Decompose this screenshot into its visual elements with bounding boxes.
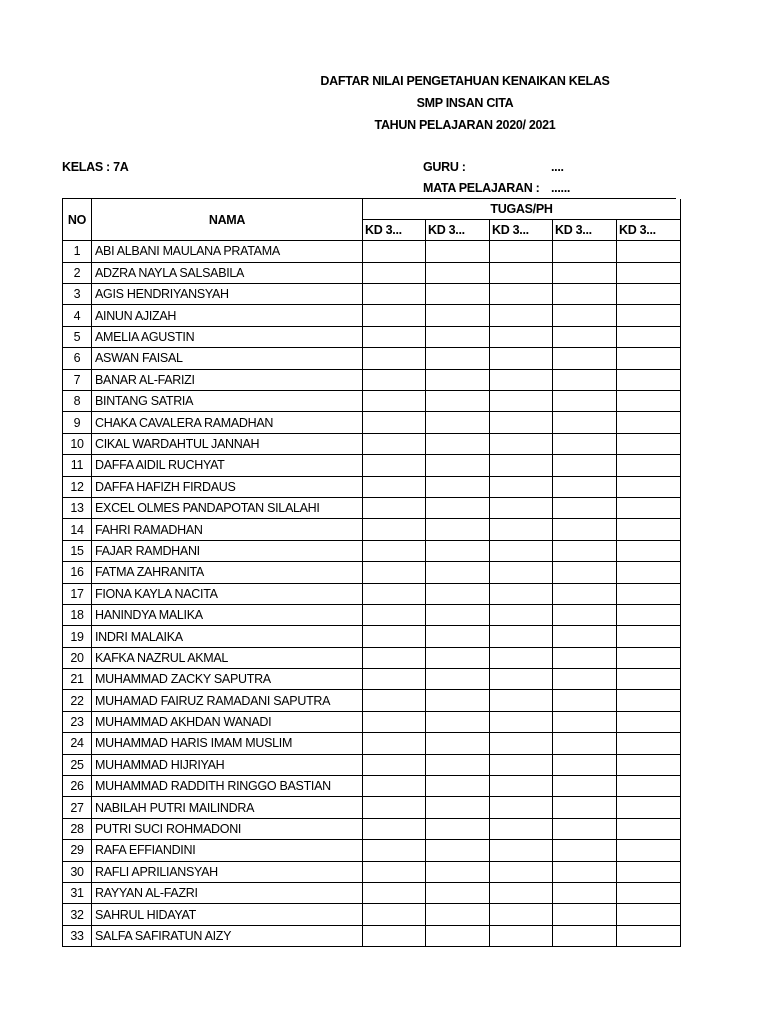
mata-pelajaran-value: ...... bbox=[551, 181, 571, 195]
student-name: HANINDYA MALIKA bbox=[92, 604, 363, 625]
grade-cell-kd-3[interactable] bbox=[490, 497, 553, 518]
table-row bbox=[63, 497, 681, 518]
grade-cell-kd-1[interactable] bbox=[363, 861, 426, 882]
row-number: 24 bbox=[63, 733, 92, 754]
student-name: DAFFA AIDIL RUCHYAT bbox=[92, 455, 363, 476]
grade-cell-kd-1[interactable] bbox=[363, 754, 426, 775]
grade-cell-kd-4[interactable] bbox=[553, 626, 617, 647]
student-name: MUHAMAD FAIRUZ RAMADANI SAPUTRA bbox=[92, 690, 363, 711]
grade-cell-kd-3[interactable] bbox=[490, 562, 553, 583]
grade-cell-kd-1[interactable] bbox=[363, 904, 426, 925]
grade-cell-kd-2[interactable] bbox=[426, 626, 490, 647]
grade-cell-kd-1[interactable] bbox=[363, 925, 426, 946]
grade-cell-kd-2[interactable] bbox=[426, 733, 490, 754]
grade-cell-kd-2[interactable] bbox=[426, 348, 490, 369]
grade-cell-kd-3[interactable] bbox=[490, 305, 553, 326]
grade-cell-kd-4[interactable] bbox=[553, 540, 617, 561]
student-name: SALFA SAFIRATUN AIZY bbox=[92, 925, 363, 946]
table-row bbox=[63, 284, 681, 305]
grade-cell-kd-1[interactable] bbox=[363, 241, 426, 262]
grade-cell-kd-3[interactable] bbox=[490, 711, 553, 732]
table-row bbox=[63, 369, 681, 390]
grade-cell-kd-2[interactable] bbox=[426, 241, 490, 262]
row-number: 28 bbox=[63, 818, 92, 839]
row-number: 21 bbox=[63, 669, 92, 690]
grade-cell-kd-1[interactable] bbox=[363, 433, 426, 454]
header-kd-5: KD 3... bbox=[617, 219, 681, 240]
grade-cell-kd-5[interactable] bbox=[617, 754, 681, 775]
table-row bbox=[63, 797, 681, 818]
row-number: 9 bbox=[63, 412, 92, 433]
grade-cell-kd-1[interactable] bbox=[363, 883, 426, 904]
grade-cell-kd-1[interactable] bbox=[363, 412, 426, 433]
grade-cell-kd-5[interactable] bbox=[617, 604, 681, 625]
grade-cell-kd-5[interactable] bbox=[617, 669, 681, 690]
grade-cell-kd-4[interactable] bbox=[553, 497, 617, 518]
grade-cell-kd-4[interactable] bbox=[553, 797, 617, 818]
student-name: ASWAN FAISAL bbox=[92, 348, 363, 369]
grade-cell-kd-2[interactable] bbox=[426, 754, 490, 775]
grade-cell-kd-5[interactable] bbox=[617, 305, 681, 326]
grade-cell-kd-5[interactable] bbox=[617, 412, 681, 433]
grade-cell-kd-3[interactable] bbox=[490, 433, 553, 454]
grade-cell-kd-2[interactable] bbox=[426, 711, 490, 732]
table-row bbox=[63, 326, 681, 347]
table-row bbox=[63, 262, 681, 283]
grade-cell-kd-3[interactable] bbox=[490, 583, 553, 604]
grade-cell-kd-2[interactable] bbox=[426, 604, 490, 625]
grade-cell-kd-3[interactable] bbox=[490, 455, 553, 476]
grade-cell-kd-3[interactable] bbox=[490, 540, 553, 561]
grade-cell-kd-4[interactable] bbox=[553, 925, 617, 946]
table-row bbox=[63, 904, 681, 925]
row-number: 8 bbox=[63, 391, 92, 412]
row-number: 10 bbox=[63, 433, 92, 454]
grade-cell-kd-1[interactable] bbox=[363, 540, 426, 561]
grade-cell-kd-4[interactable] bbox=[553, 583, 617, 604]
row-number: 14 bbox=[63, 519, 92, 540]
student-name: RAFA EFFIANDINI bbox=[92, 840, 363, 861]
grade-cell-kd-4[interactable] bbox=[553, 326, 617, 347]
grade-cell-kd-5[interactable] bbox=[617, 647, 681, 668]
row-number: 4 bbox=[63, 305, 92, 326]
grade-cell-kd-2[interactable] bbox=[426, 925, 490, 946]
row-number: 22 bbox=[63, 690, 92, 711]
row-number: 25 bbox=[63, 754, 92, 775]
row-number: 19 bbox=[63, 626, 92, 647]
grade-cell-kd-3[interactable] bbox=[490, 369, 553, 390]
row-number: 27 bbox=[63, 797, 92, 818]
table-body bbox=[63, 241, 681, 947]
student-name: FAJAR RAMDHANI bbox=[92, 540, 363, 561]
grade-cell-kd-4[interactable] bbox=[553, 284, 617, 305]
title-line-3: TAHUN PELAJARAN 2020/ 2021 bbox=[374, 118, 556, 132]
grade-cell-kd-5[interactable] bbox=[617, 840, 681, 861]
grade-cell-kd-4[interactable] bbox=[553, 241, 617, 262]
grade-cell-kd-4[interactable] bbox=[553, 433, 617, 454]
grade-cell-kd-2[interactable] bbox=[426, 861, 490, 882]
grade-cell-kd-1[interactable] bbox=[363, 284, 426, 305]
title-line-1: DAFTAR NILAI PENGETAHUAN KENAIKAN KELAS bbox=[320, 74, 610, 88]
grade-cell-kd-5[interactable] bbox=[617, 433, 681, 454]
grade-cell-kd-3[interactable] bbox=[490, 647, 553, 668]
grade-cell-kd-5[interactable] bbox=[617, 476, 681, 497]
header-kd-3: KD 3... bbox=[490, 219, 553, 240]
row-number: 33 bbox=[63, 925, 92, 946]
grade-cell-kd-3[interactable] bbox=[490, 861, 553, 882]
grade-cell-kd-3[interactable] bbox=[490, 797, 553, 818]
grade-cell-kd-3[interactable] bbox=[490, 326, 553, 347]
header-tugas-ph: TUGAS/PH bbox=[363, 199, 681, 220]
table-row bbox=[63, 433, 681, 454]
student-name: DAFFA HAFIZH FIRDAUS bbox=[92, 476, 363, 497]
grade-cell-kd-5[interactable] bbox=[617, 519, 681, 540]
grade-cell-kd-5[interactable] bbox=[617, 391, 681, 412]
row-number: 20 bbox=[63, 647, 92, 668]
grade-cell-kd-5[interactable] bbox=[617, 733, 681, 754]
student-name: FAHRI RAMADHAN bbox=[92, 519, 363, 540]
grade-cell-kd-1[interactable] bbox=[363, 733, 426, 754]
grade-cell-kd-3[interactable] bbox=[490, 754, 553, 775]
row-number: 29 bbox=[63, 840, 92, 861]
grade-cell-kd-5[interactable] bbox=[617, 284, 681, 305]
kelas-label: KELAS : 7A bbox=[62, 160, 129, 174]
grade-cell-kd-3[interactable] bbox=[490, 904, 553, 925]
grade-cell-kd-1[interactable] bbox=[363, 519, 426, 540]
grade-cell-kd-3[interactable] bbox=[490, 284, 553, 305]
grade-cell-kd-3[interactable] bbox=[490, 669, 553, 690]
grade-cell-kd-3[interactable] bbox=[490, 883, 553, 904]
grade-cell-kd-1[interactable] bbox=[363, 818, 426, 839]
table-row bbox=[63, 711, 681, 732]
grade-cell-kd-1[interactable] bbox=[363, 604, 426, 625]
grade-cell-kd-4[interactable] bbox=[553, 883, 617, 904]
student-name: EXCEL OLMES PANDAPOTAN SILALAHI bbox=[92, 497, 363, 518]
grade-cell-kd-5[interactable] bbox=[617, 818, 681, 839]
table-row bbox=[63, 412, 681, 433]
grade-cell-kd-4[interactable] bbox=[553, 861, 617, 882]
mata-pelajaran-label: MATA PELAJARAN : bbox=[423, 181, 540, 195]
grade-cell-kd-5[interactable] bbox=[617, 348, 681, 369]
row-number: 12 bbox=[63, 476, 92, 497]
grade-cell-kd-2[interactable] bbox=[426, 476, 490, 497]
header-kd-4: KD 3... bbox=[553, 219, 617, 240]
grade-cell-kd-1[interactable] bbox=[363, 776, 426, 797]
grade-cell-kd-2[interactable] bbox=[426, 497, 490, 518]
student-name: BINTANG SATRIA bbox=[92, 391, 363, 412]
grade-cell-kd-2[interactable] bbox=[426, 647, 490, 668]
student-name: ADZRA NAYLA SALSABILA bbox=[92, 262, 363, 283]
grade-cell-kd-2[interactable] bbox=[426, 412, 490, 433]
row-number: 11 bbox=[63, 455, 92, 476]
table-row bbox=[63, 455, 681, 476]
header-no: NO bbox=[63, 199, 92, 241]
grade-cell-kd-5[interactable] bbox=[617, 883, 681, 904]
row-number: 3 bbox=[63, 284, 92, 305]
guru-value: .... bbox=[551, 160, 564, 174]
grade-cell-kd-2[interactable] bbox=[426, 904, 490, 925]
grade-cell-kd-4[interactable] bbox=[553, 840, 617, 861]
document-title bbox=[200, 70, 730, 136]
grade-cell-kd-3[interactable] bbox=[490, 241, 553, 262]
grade-cell-kd-4[interactable] bbox=[553, 391, 617, 412]
row-number: 6 bbox=[63, 348, 92, 369]
student-name: MUHAMMAD ZACKY SAPUTRA bbox=[92, 669, 363, 690]
grade-cell-kd-2[interactable] bbox=[426, 690, 490, 711]
table-row bbox=[63, 241, 681, 262]
student-name: FATMA ZAHRANITA bbox=[92, 562, 363, 583]
grade-cell-kd-2[interactable] bbox=[426, 797, 490, 818]
grade-cell-kd-2[interactable] bbox=[426, 284, 490, 305]
table-row bbox=[63, 690, 681, 711]
student-name: MUHAMMAD HIJRIYAH bbox=[92, 754, 363, 775]
grade-cell-kd-5[interactable] bbox=[617, 925, 681, 946]
grade-cell-kd-1[interactable] bbox=[363, 583, 426, 604]
grade-cell-kd-5[interactable] bbox=[617, 776, 681, 797]
grade-cell-kd-3[interactable] bbox=[490, 776, 553, 797]
grade-cell-kd-1[interactable] bbox=[363, 647, 426, 668]
row-number: 23 bbox=[63, 711, 92, 732]
row-number: 1 bbox=[63, 241, 92, 262]
grade-cell-kd-1[interactable] bbox=[363, 562, 426, 583]
grade-cell-kd-1[interactable] bbox=[363, 391, 426, 412]
row-number: 5 bbox=[63, 326, 92, 347]
table-row bbox=[63, 604, 681, 625]
grade-cell-kd-5[interactable] bbox=[617, 626, 681, 647]
row-number: 17 bbox=[63, 583, 92, 604]
grade-cell-kd-1[interactable] bbox=[363, 797, 426, 818]
table-row bbox=[63, 840, 681, 861]
grade-cell-kd-4[interactable] bbox=[553, 348, 617, 369]
grade-cell-kd-3[interactable] bbox=[490, 840, 553, 861]
grade-cell-kd-2[interactable] bbox=[426, 262, 490, 283]
grade-cell-kd-4[interactable] bbox=[553, 412, 617, 433]
table-row bbox=[63, 348, 681, 369]
grade-cell-kd-5[interactable] bbox=[617, 861, 681, 882]
student-name: MUHAMMAD HARIS IMAM MUSLIM bbox=[92, 733, 363, 754]
grade-cell-kd-1[interactable] bbox=[363, 669, 426, 690]
grade-cell-kd-4[interactable] bbox=[553, 733, 617, 754]
grade-cell-kd-1[interactable] bbox=[363, 455, 426, 476]
grade-cell-kd-2[interactable] bbox=[426, 776, 490, 797]
grade-cell-kd-4[interactable] bbox=[553, 647, 617, 668]
student-name: ABI ALBANI MAULANA PRATAMA bbox=[92, 241, 363, 262]
grade-table bbox=[62, 198, 681, 947]
grade-cell-kd-4[interactable] bbox=[553, 711, 617, 732]
row-number: 2 bbox=[63, 262, 92, 283]
row-number: 15 bbox=[63, 540, 92, 561]
grade-cell-kd-5[interactable] bbox=[617, 241, 681, 262]
grade-cell-kd-1[interactable] bbox=[363, 476, 426, 497]
student-name: BANAR AL-FARIZI bbox=[92, 369, 363, 390]
grade-cell-kd-3[interactable] bbox=[490, 925, 553, 946]
header-nama: NAMA bbox=[92, 199, 363, 241]
table-row bbox=[63, 305, 681, 326]
grade-cell-kd-3[interactable] bbox=[490, 391, 553, 412]
row-number: 16 bbox=[63, 562, 92, 583]
student-name: MUHAMMAD RADDITH RINGGO BASTIAN bbox=[92, 776, 363, 797]
student-name: INDRI MALAIKA bbox=[92, 626, 363, 647]
grade-cell-kd-4[interactable] bbox=[553, 562, 617, 583]
grade-cell-kd-5[interactable] bbox=[617, 562, 681, 583]
guru-label: GURU : bbox=[423, 160, 466, 174]
grade-cell-kd-5[interactable] bbox=[617, 797, 681, 818]
student-name: RAFLI APRILIANSYAH bbox=[92, 861, 363, 882]
grade-cell-kd-4[interactable] bbox=[553, 262, 617, 283]
table-row bbox=[63, 647, 681, 668]
grade-cell-kd-3[interactable] bbox=[490, 412, 553, 433]
table-row bbox=[63, 540, 681, 561]
grade-cell-kd-4[interactable] bbox=[553, 369, 617, 390]
grade-cell-kd-5[interactable] bbox=[617, 369, 681, 390]
grade-cell-kd-3[interactable] bbox=[490, 818, 553, 839]
grade-cell-kd-2[interactable] bbox=[426, 583, 490, 604]
table-row bbox=[63, 818, 681, 839]
grade-cell-kd-4[interactable] bbox=[553, 305, 617, 326]
grade-cell-kd-3[interactable] bbox=[490, 348, 553, 369]
student-name: MUHAMMAD AKHDAN WANADI bbox=[92, 711, 363, 732]
grade-cell-kd-2[interactable] bbox=[426, 326, 490, 347]
grade-cell-kd-1[interactable] bbox=[363, 305, 426, 326]
grade-cell-kd-4[interactable] bbox=[553, 754, 617, 775]
grade-cell-kd-2[interactable] bbox=[426, 840, 490, 861]
row-number: 18 bbox=[63, 604, 92, 625]
grade-cell-kd-5[interactable] bbox=[617, 711, 681, 732]
table-row bbox=[63, 562, 681, 583]
grade-cell-kd-4[interactable] bbox=[553, 455, 617, 476]
grade-cell-kd-2[interactable] bbox=[426, 305, 490, 326]
grade-cell-kd-1[interactable] bbox=[363, 326, 426, 347]
grade-cell-kd-5[interactable] bbox=[617, 326, 681, 347]
student-name: CHAKA CAVALERA RAMADHAN bbox=[92, 412, 363, 433]
student-name: NABILAH PUTRI MAILINDRA bbox=[92, 797, 363, 818]
table-row bbox=[63, 476, 681, 497]
header-kd-2: KD 3... bbox=[426, 219, 490, 240]
table-row bbox=[63, 391, 681, 412]
header-top-rule bbox=[295, 198, 676, 199]
grade-cell-kd-4[interactable] bbox=[553, 776, 617, 797]
grade-cell-kd-2[interactable] bbox=[426, 883, 490, 904]
grade-cell-kd-4[interactable] bbox=[553, 818, 617, 839]
table-row bbox=[63, 519, 681, 540]
table-row bbox=[63, 754, 681, 775]
grade-cell-kd-4[interactable] bbox=[553, 604, 617, 625]
grade-cell-kd-5[interactable] bbox=[617, 540, 681, 561]
header-kd-1: KD 3... bbox=[363, 219, 426, 240]
grade-cell-kd-5[interactable] bbox=[617, 262, 681, 283]
title-line-2: SMP INSAN CITA bbox=[416, 96, 514, 110]
table-row bbox=[63, 669, 681, 690]
student-name: AGIS HENDRIYANSYAH bbox=[92, 284, 363, 305]
grade-cell-kd-5[interactable] bbox=[617, 904, 681, 925]
student-name: PUTRI SUCI ROHMADONI bbox=[92, 818, 363, 839]
grade-cell-kd-2[interactable] bbox=[426, 455, 490, 476]
student-name: SAHRUL HIDAYAT bbox=[92, 904, 363, 925]
row-number: 7 bbox=[63, 369, 92, 390]
table-row bbox=[63, 733, 681, 754]
grade-cell-kd-5[interactable] bbox=[617, 690, 681, 711]
grade-cell-kd-2[interactable] bbox=[426, 562, 490, 583]
row-number: 31 bbox=[63, 883, 92, 904]
grade-cell-kd-2[interactable] bbox=[426, 818, 490, 839]
grade-cell-kd-3[interactable] bbox=[490, 476, 553, 497]
grade-cell-kd-2[interactable] bbox=[426, 519, 490, 540]
grade-cell-kd-2[interactable] bbox=[426, 391, 490, 412]
grade-cell-kd-2[interactable] bbox=[426, 669, 490, 690]
grade-cell-kd-4[interactable] bbox=[553, 690, 617, 711]
grade-cell-kd-1[interactable] bbox=[363, 262, 426, 283]
grade-cell-kd-2[interactable] bbox=[426, 433, 490, 454]
grade-cell-kd-4[interactable] bbox=[553, 519, 617, 540]
grade-cell-kd-2[interactable] bbox=[426, 540, 490, 561]
grade-cell-kd-1[interactable] bbox=[363, 711, 426, 732]
table-row bbox=[63, 626, 681, 647]
table-row bbox=[63, 776, 681, 797]
grade-cell-kd-3[interactable] bbox=[490, 690, 553, 711]
grade-cell-kd-1[interactable] bbox=[363, 690, 426, 711]
grade-cell-kd-3[interactable] bbox=[490, 604, 553, 625]
grade-cell-kd-3[interactable] bbox=[490, 626, 553, 647]
student-name: CIKAL WARDAHTUL JANNAH bbox=[92, 433, 363, 454]
grade-cell-kd-1[interactable] bbox=[363, 369, 426, 390]
grade-cell-kd-1[interactable] bbox=[363, 840, 426, 861]
grade-cell-kd-3[interactable] bbox=[490, 519, 553, 540]
grade-cell-kd-2[interactable] bbox=[426, 369, 490, 390]
table-row bbox=[63, 583, 681, 604]
grade-cell-kd-5[interactable] bbox=[617, 497, 681, 518]
student-name: FIONA KAYLA NACITA bbox=[92, 583, 363, 604]
table-row bbox=[63, 883, 681, 904]
row-number: 13 bbox=[63, 497, 92, 518]
student-name: AINUN AJIZAH bbox=[92, 305, 363, 326]
grade-cell-kd-1[interactable] bbox=[363, 497, 426, 518]
grade-cell-kd-4[interactable] bbox=[553, 669, 617, 690]
table-row bbox=[63, 861, 681, 882]
grade-cell-kd-5[interactable] bbox=[617, 583, 681, 604]
table-row bbox=[63, 925, 681, 946]
grade-cell-kd-1[interactable] bbox=[363, 348, 426, 369]
row-number: 32 bbox=[63, 904, 92, 925]
row-number: 30 bbox=[63, 861, 92, 882]
grade-cell-kd-4[interactable] bbox=[553, 904, 617, 925]
student-name: KAFKA NAZRUL AKMAL bbox=[92, 647, 363, 668]
grade-cell-kd-5[interactable] bbox=[617, 455, 681, 476]
grade-cell-kd-4[interactable] bbox=[553, 476, 617, 497]
row-number: 26 bbox=[63, 776, 92, 797]
grade-cell-kd-1[interactable] bbox=[363, 626, 426, 647]
grade-cell-kd-3[interactable] bbox=[490, 733, 553, 754]
student-name: RAYYAN AL-FAZRI bbox=[92, 883, 363, 904]
student-name: AMELIA AGUSTIN bbox=[92, 326, 363, 347]
grade-cell-kd-3[interactable] bbox=[490, 262, 553, 283]
